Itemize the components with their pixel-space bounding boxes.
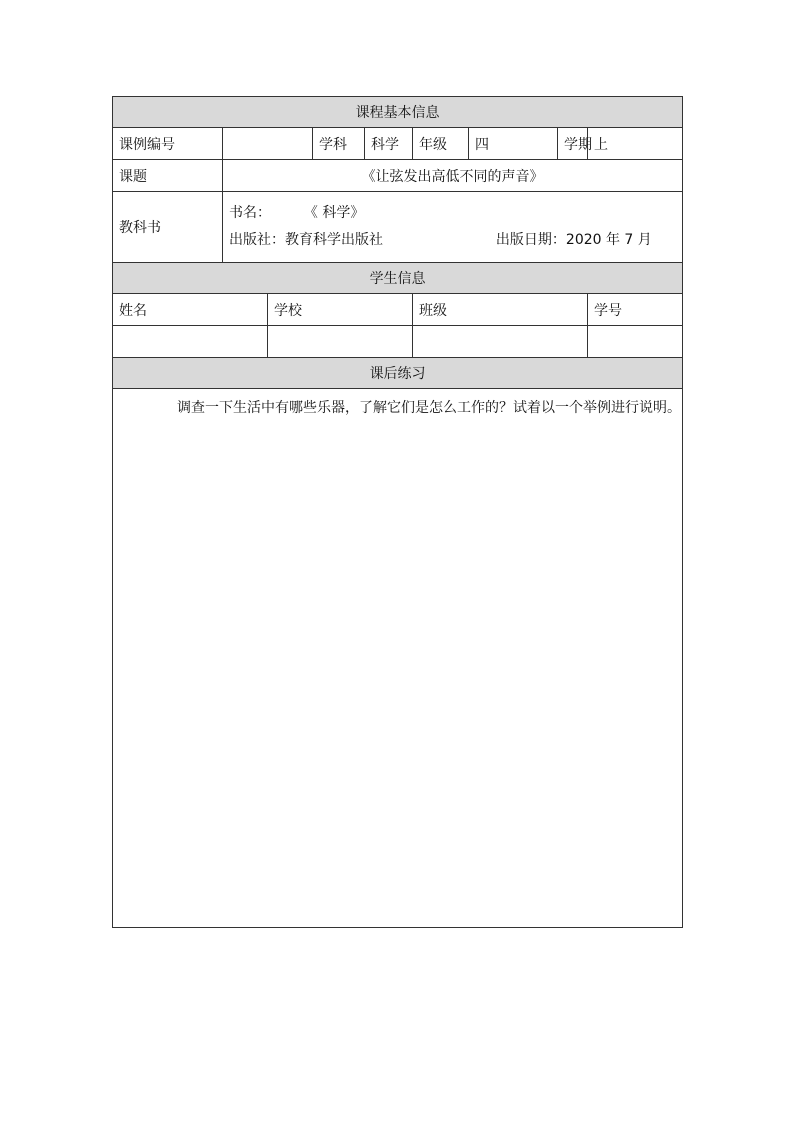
topic-value: 《让弦发出高低不同的声音》 bbox=[223, 160, 683, 192]
publisher-label: 出版社： bbox=[229, 232, 285, 248]
student-number-label: 学号 bbox=[588, 294, 683, 326]
class-field[interactable] bbox=[413, 326, 588, 358]
name-field[interactable] bbox=[113, 326, 268, 358]
textbook-label: 教科书 bbox=[113, 192, 223, 263]
subject-label: 学科 bbox=[313, 128, 365, 160]
book-name-value: 《 科学》 bbox=[303, 205, 365, 221]
pub-date-value: 2020 年 7 月 bbox=[565, 232, 652, 248]
exercise-title: 课后练习 bbox=[113, 358, 683, 389]
book-name-line bbox=[229, 200, 676, 227]
term-value: 上 bbox=[588, 128, 683, 160]
grade-label: 年级 bbox=[413, 128, 469, 160]
publisher-value: 教育科学出版社 bbox=[285, 232, 383, 248]
textbook-details bbox=[223, 192, 683, 263]
topic-row bbox=[113, 160, 683, 192]
form-table bbox=[112, 96, 683, 928]
class-label: 班级 bbox=[413, 294, 588, 326]
course-id-value bbox=[223, 128, 313, 160]
student-input-row bbox=[113, 326, 683, 358]
exercise-question: 调查一下生活中有哪些乐器，了解它们是怎么工作的？试着以一个举例进行说明。 bbox=[177, 400, 681, 416]
answer-area[interactable] bbox=[113, 389, 683, 928]
textbook-row bbox=[113, 192, 683, 263]
course-info-form bbox=[112, 96, 682, 928]
publisher-line bbox=[229, 227, 676, 254]
school-label: 学校 bbox=[268, 294, 413, 326]
school-field[interactable] bbox=[268, 326, 413, 358]
exercise-row bbox=[113, 389, 683, 928]
course-id-label: 课例编号 bbox=[113, 128, 223, 160]
term-label: 学期 bbox=[558, 128, 588, 160]
student-info-header-row bbox=[113, 263, 683, 294]
student-header-row bbox=[113, 294, 683, 326]
name-label: 姓名 bbox=[113, 294, 268, 326]
student-info-title: 学生信息 bbox=[113, 263, 683, 294]
course-info-title: 课程基本信息 bbox=[113, 97, 683, 128]
book-name-label: 书名： bbox=[229, 205, 271, 221]
subject-value: 科学 bbox=[365, 128, 413, 160]
course-meta-row bbox=[113, 128, 683, 160]
topic-label: 课题 bbox=[113, 160, 223, 192]
student-number-field[interactable] bbox=[588, 326, 683, 358]
exercise-header-row bbox=[113, 358, 683, 389]
course-info-header-row bbox=[113, 97, 683, 128]
pub-date-label: 出版日期： bbox=[495, 232, 566, 248]
grade-value: 四 bbox=[469, 128, 558, 160]
